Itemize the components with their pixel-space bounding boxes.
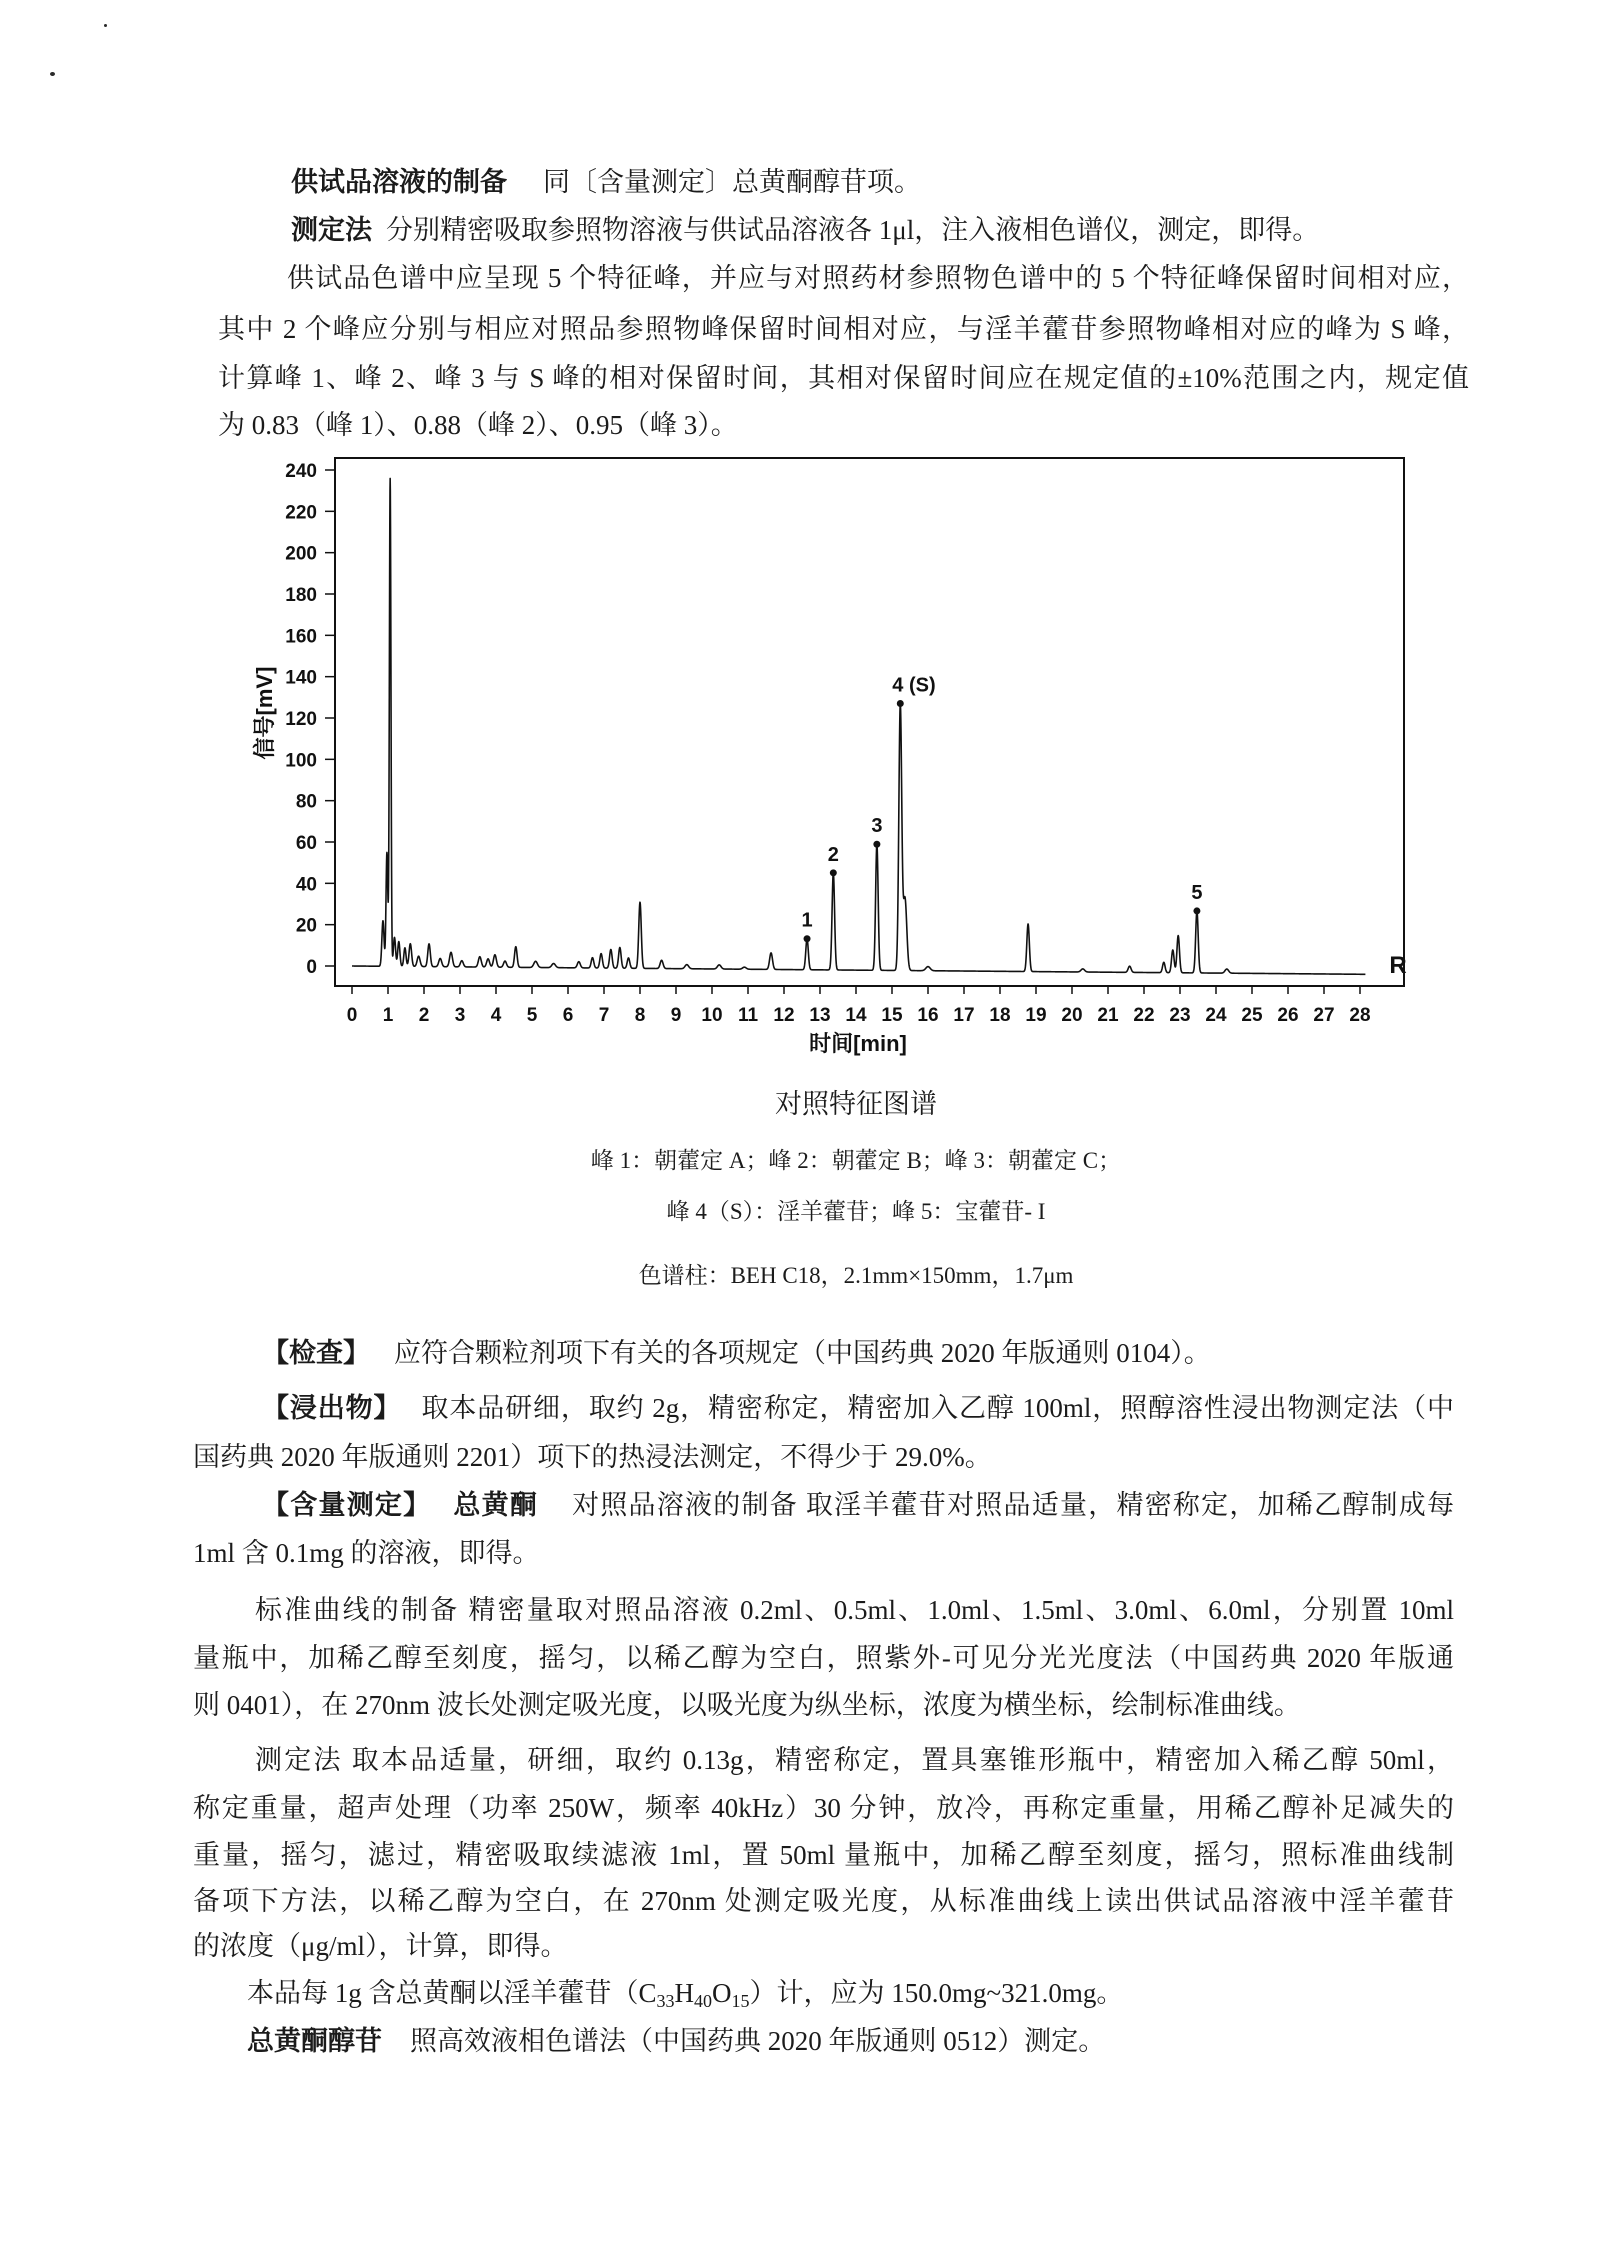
chromatogram-chart — [0, 440, 1600, 1080]
y-tick-label: 200 — [285, 543, 317, 565]
chromatogram-trace — [352, 478, 1365, 974]
extract-text-1: 取本品研细，取约 2g，精密称定，精密加入乙醇 100ml，照醇溶性浸出物测定法（中 — [421, 1393, 1454, 1423]
requirement-line-4: 为 0.83（峰 1）、0.88（峰 2）、0.95（峰 3）。 — [218, 410, 738, 440]
figure-legend-line-2: 峰 4（S）：淫羊藿苷；峰 5：宝藿苷- I — [666, 1199, 1046, 1224]
assay-line-2: 1ml 含 0.1mg 的溶液，即得。 — [193, 1538, 540, 1568]
x-tick-label: 9 — [670, 1005, 682, 1026]
x-tick-label: 8 — [634, 1005, 646, 1026]
x-tick-label: 11 — [737, 1005, 759, 1026]
peak-marker — [804, 935, 811, 942]
method-line-3: 重量，摇匀，滤过，精密吸取续滤液 1ml，置 50ml 量瓶中，加稀乙醇至刻度，摇匀，照标准曲线制 — [193, 1840, 1454, 1870]
x-tick-label: 1 — [382, 1005, 394, 1026]
x-tick-label: 17 — [953, 1005, 975, 1026]
x-tick-label: 0 — [346, 1005, 358, 1026]
standard-curve-line-3: 则 0401），在 270nm 波长处测定吸光度，以吸光度为纵坐标，浓度为横坐标，绘制标准曲线。 — [193, 1690, 1301, 1720]
x-tick-label: 4 — [490, 1005, 502, 1026]
flavonol-text: 照高效液相色谱法（中国药典 2020 年版通则 0512）测定。 — [410, 2026, 1106, 2056]
assay-line-1 — [262, 1488, 1454, 1522]
x-tick-label: 20 — [1061, 1005, 1083, 1026]
assay-heading: 【含量测定】 — [262, 1490, 432, 1520]
standard-curve-line-1: 标准曲线的制备 精密量取对照品溶液 0.2ml、0.5ml、1.0ml、1.5ml、3.0ml、6.0ml，分别置 10ml — [255, 1595, 1454, 1625]
extract-line-2: 国药典 2020 年版通则 2201）项下的热浸法测定，不得少于 29.0%。 — [193, 1442, 992, 1472]
x-tick-label: 10 — [701, 1005, 723, 1026]
determination-text: 分别精密吸取参照物溶液与供试品溶液各 1μl，注入液相色谱仪，测定，即得。 — [386, 215, 1320, 245]
scan-speck — [50, 72, 55, 76]
x-tick-label: 25 — [1241, 1005, 1263, 1026]
y-axis-ticks — [285, 461, 335, 978]
y-tick-label: 160 — [285, 626, 317, 648]
x-tick-label: 6 — [562, 1005, 574, 1026]
figure-legend-line-1: 峰 1：朝藿定 A；峰 2：朝藿定 B；峰 3：朝藿定 C； — [590, 1148, 1122, 1173]
x-tick-label: 21 — [1097, 1005, 1119, 1026]
standard-curve-line-2: 量瓶中，加稀乙醇至刻度，摇匀，以稀乙醇为空白，照紫外-可见分光光度法（中国药典 2020 年版通 — [193, 1643, 1454, 1673]
check-heading: 【检查】 — [262, 1338, 370, 1368]
formula-subscript: 40 — [694, 1991, 713, 2011]
limit-prefix: 本品每 1g 含总黄酮以淫羊藿苷（ — [247, 1978, 639, 2008]
limit-line — [247, 1976, 1123, 2010]
requirement-line-1: 供试品色谱中应呈现 5 个特征峰，并应与对照药材参照物色谱中的 5 个特征峰保留时间相对应， — [287, 263, 1469, 293]
y-tick-label: 80 — [295, 791, 317, 813]
extract-heading: 【浸出物】 — [262, 1393, 402, 1423]
formula-element: O — [712, 1978, 732, 2008]
requirement-line-3: 计算峰 1、峰 2、峰 3 与 S 峰的相对保留时间，其相对保留时间应在规定值的±10%范围之内，规定值 — [218, 363, 1469, 393]
x-axis-label: 时间[min] — [809, 1031, 907, 1056]
peak-marker — [873, 841, 880, 848]
determination-heading: 测定法 — [291, 215, 372, 245]
peak-marker — [897, 700, 904, 707]
trace-end-label: R — [1389, 952, 1407, 979]
formula-subscript: 15 — [731, 1991, 750, 2011]
y-tick-label: 240 — [285, 461, 317, 482]
flavonol-line — [247, 2024, 1105, 2058]
peak-label: 3 — [871, 815, 883, 838]
peak-labels — [801, 675, 1202, 943]
x-tick-label: 24 — [1205, 1005, 1227, 1026]
formula — [638, 1978, 750, 2011]
extract-line-1 — [262, 1391, 1454, 1425]
x-tick-label: 7 — [598, 1005, 610, 1026]
method-line-4: 备项下方法，以稀乙醇为空白，在 270nm 处测定吸光度，从标准曲线上读出供试品溶液中淫羊藿苷 — [193, 1886, 1454, 1916]
assay-subheading: 总黄酮 — [453, 1490, 539, 1520]
formula-subscript: 33 — [656, 1991, 675, 2011]
y-tick-label: 220 — [285, 502, 317, 524]
peak-marker — [830, 869, 837, 876]
sample-prep-heading: 供试品溶液的制备 — [291, 167, 507, 197]
y-tick-label: 100 — [285, 750, 317, 772]
check-text: 应符合颗粒剂项下有关的各项规定（中国药典 2020 年版通则 0104）。 — [394, 1338, 1211, 1368]
formula-element: C — [638, 1978, 657, 2008]
formula-element: H — [674, 1978, 695, 2008]
sample-prep-text: 同〔含量测定〕总黄酮醇苷项。 — [543, 167, 921, 197]
determination-line — [291, 213, 1319, 247]
x-tick-label: 12 — [773, 1005, 795, 1026]
peak-label: 4 (S) — [892, 674, 936, 697]
x-tick-label: 28 — [1349, 1005, 1371, 1026]
x-tick-label: 2 — [418, 1005, 430, 1026]
figure-title: 对照特征图谱 — [775, 1089, 937, 1119]
peak-label: 2 — [827, 843, 839, 866]
y-tick-label: 60 — [295, 833, 317, 854]
peak-marker — [1193, 907, 1200, 914]
y-axis-label: 信号[mV] — [251, 666, 277, 760]
plot-frame — [335, 458, 1407, 986]
flavonol-heading: 总黄酮醇苷 — [247, 2026, 382, 2056]
peak-label: 5 — [1191, 881, 1203, 904]
peak-label: 1 — [801, 909, 813, 932]
x-axis-ticks — [347, 986, 1371, 1026]
x-tick-label: 3 — [454, 1005, 466, 1026]
x-tick-label: 27 — [1313, 1005, 1335, 1026]
x-tick-label: 15 — [881, 1005, 903, 1026]
x-tick-label: 13 — [809, 1005, 831, 1026]
requirement-line-2: 其中 2 个峰应分别与相应对照品参照物峰保留时间相对应，与淫羊藿苷参照物峰相对应的峰为 S 峰， — [218, 314, 1469, 344]
y-tick-label: 0 — [306, 957, 317, 978]
x-tick-label: 19 — [1025, 1005, 1047, 1026]
figure-legend-line-3: 色谱柱：BEH C18，2.1mm×150mm，1.7μm — [638, 1263, 1074, 1288]
y-tick-label: 180 — [285, 585, 317, 606]
check-line — [262, 1336, 1211, 1370]
x-tick-label: 18 — [989, 1005, 1011, 1026]
x-tick-label: 23 — [1169, 1005, 1191, 1026]
sample-prep-line — [291, 165, 921, 199]
method-line-1: 测定法 取本品适量，研细，取约 0.13g，精密称定，置具塞锥形瓶中，精密加入稀乙醇 50ml， — [255, 1745, 1454, 1775]
x-tick-label: 22 — [1133, 1005, 1155, 1026]
y-tick-label: 40 — [295, 874, 317, 896]
method-line-2: 称定重量，超声处理（功率 250W，频率 40kHz）30 分钟，放冷，再称定重量，用稀乙醇补足减失的 — [193, 1793, 1454, 1823]
scan-speck — [104, 24, 107, 27]
y-tick-label: 140 — [285, 667, 317, 689]
x-tick-label: 16 — [917, 1005, 939, 1026]
method-line-5: 的浓度（μg/ml），计算，即得。 — [193, 1931, 568, 1961]
y-tick-label: 120 — [285, 709, 317, 730]
x-tick-label: 14 — [845, 1005, 867, 1026]
y-tick-label: 20 — [295, 915, 317, 937]
assay-text-1: 对照品溶液的制备 取淫羊藿苷对照品适量，精密称定，加稀乙醇制成每 — [572, 1490, 1455, 1520]
x-tick-label: 5 — [526, 1005, 538, 1026]
limit-suffix: ）计，应为 150.0mg~321.0mg。 — [749, 1978, 1124, 2008]
x-tick-label: 26 — [1277, 1005, 1299, 1026]
